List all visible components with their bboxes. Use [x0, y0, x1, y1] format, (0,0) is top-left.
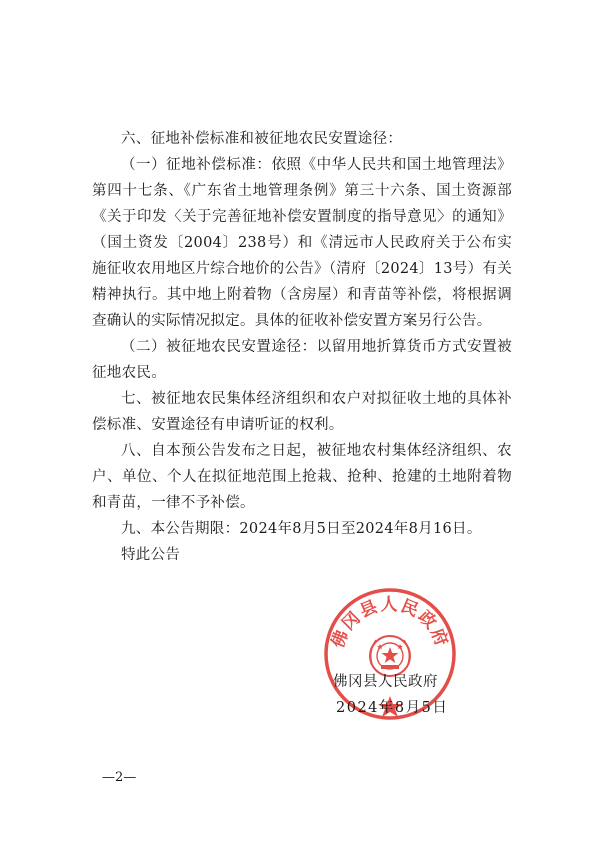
- section-6-item-1: （一）征地补偿标准：依照《中华人民共和国土地管理法》第四十七条、《广东省土地管理条例》第三十六条、国土资源部《关于印发〈关于完善征地补偿安置制度的指导意见〉的通知》（国土资发〔2004〕238号）和《清远市人民政府关于公布实施征收农用地区片综合地价的公告》（清府〔2024〕13号）有关精神执行。其中地上附着物（含房屋）和青苗等补偿，将根据调查确认的实际情况拟定。具体的征收补偿安置方案另行公告。: [92, 157, 512, 329]
- svg-text:佛冈县人民政府: 佛冈县人民政府: [327, 595, 453, 651]
- section-6-item-2: （二）被征地农民安置途径：以留用地折算货币方式安置被征地农民。: [92, 339, 512, 381]
- signature-date: 2024年8月5日: [336, 700, 449, 716]
- page-number: —2—: [102, 770, 137, 785]
- section-7: 七、被征地农民集体经济组织和农户对拟征收土地的具体补偿标准、安置途径有申请听证的权利。: [92, 391, 512, 433]
- document-body: [92, 126, 512, 568]
- section-6-heading: 六、征地补偿标准和被征地农民安置途径：: [121, 131, 403, 147]
- section-8: 八、自本预公告发布之日起，被征地农村集体经济组织、农户、单位、个人在拟征地范围上抢栽、抢种、抢建的土地附着物和青苗，一律不予补偿。: [92, 443, 512, 511]
- closing-notice: 特此公告: [121, 547, 181, 563]
- signature-organization: 佛冈县人民政府: [333, 674, 438, 690]
- section-9: 九、本公告期限：2024年8月5日至2024年8月16日。: [121, 521, 482, 537]
